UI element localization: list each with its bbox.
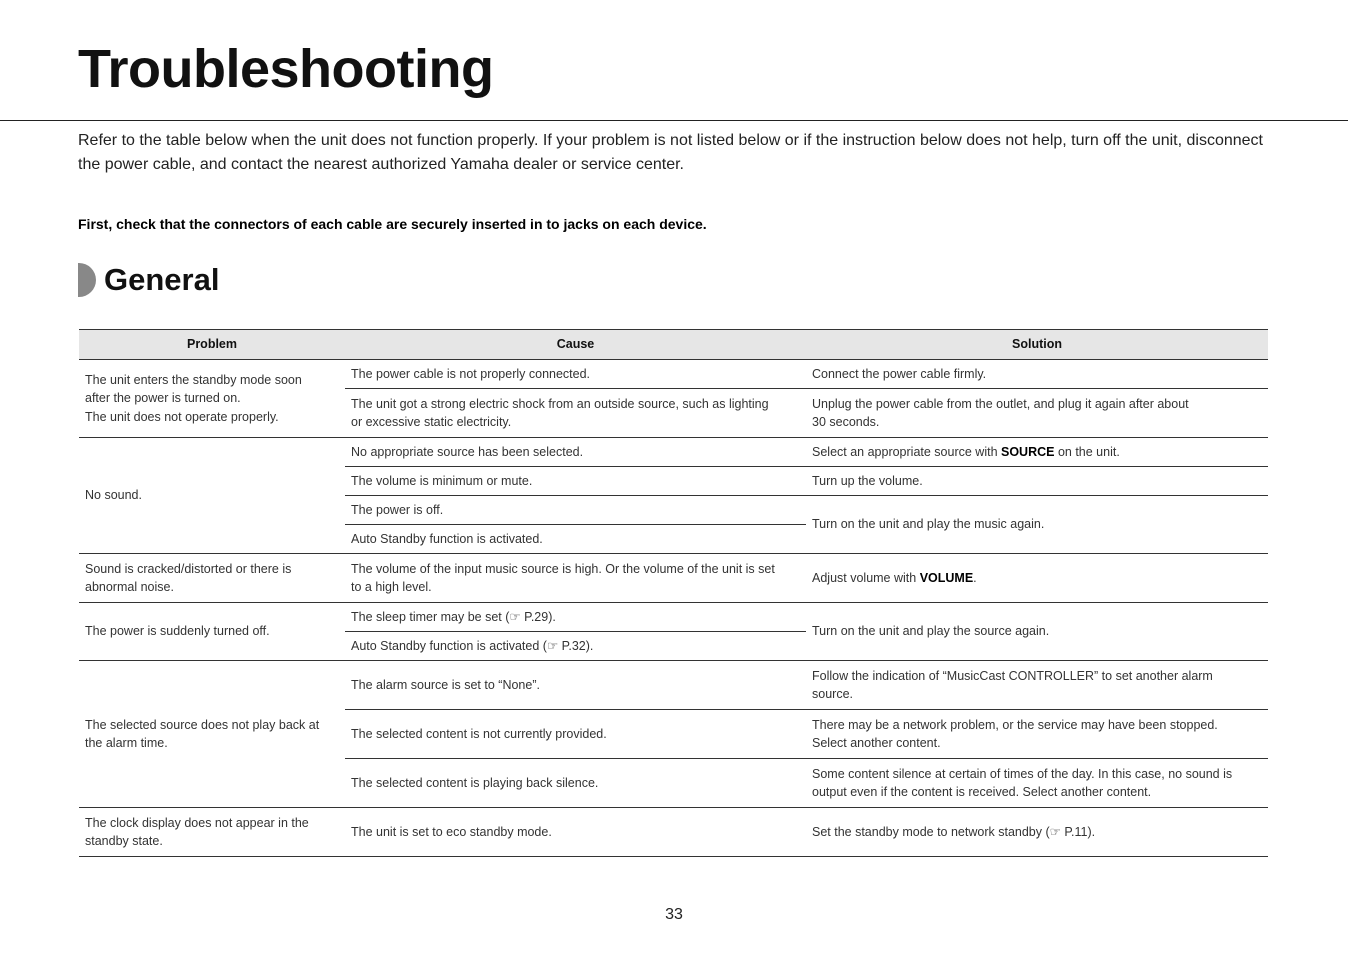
solution-cell (806, 438, 1268, 467)
solution-line: Follow the indication of “MusicCast CONTROLLER” to set another alarm (812, 668, 1213, 683)
problem-line: The unit enters the standby mode soon (85, 372, 302, 387)
table-row (79, 603, 1268, 632)
problem-line: standby state. (85, 834, 163, 848)
table-header-row (79, 330, 1268, 360)
troubleshooting-table (79, 329, 1268, 857)
cause-line: The volume of the input music source is high. Or the volume of the unit is set (351, 561, 775, 576)
problem-cell (79, 808, 345, 857)
table-row (79, 360, 1268, 389)
solution-text: Select an appropriate source with (812, 444, 1001, 459)
cause-line: The unit got a strong electric shock from an outside source, such as lighting (351, 396, 769, 411)
problem-line: The unit does not operate properly. (85, 409, 279, 424)
page-title: Troubleshooting (78, 39, 494, 99)
solution-text: Set the standby mode to network standby ( (812, 824, 1050, 839)
section-title: General (104, 262, 220, 297)
cause-cell: The power is off. (345, 496, 806, 525)
section-heading-general (78, 260, 219, 300)
solution-text: Adjust volume with (812, 570, 920, 585)
header-cause: Cause (345, 330, 806, 360)
problem-line: the alarm time. (85, 736, 168, 750)
header-solution: Solution (806, 330, 1268, 360)
cause-cell: The volume is minimum or mute. (345, 467, 806, 496)
solution-text: ). (1087, 824, 1096, 839)
solution-cell (806, 554, 1268, 603)
problem-line: The selected source does not play back at (85, 717, 320, 732)
page-reference: P.29 (524, 609, 549, 624)
solution-cell (806, 710, 1268, 759)
solution-cell (806, 661, 1268, 710)
cause-cell (345, 603, 806, 632)
cause-cell: The unit is set to eco standby mode. (345, 808, 806, 857)
solution-line: Select another content. (812, 736, 941, 750)
table-row (79, 438, 1268, 467)
pointing-hand-icon: ☞ (546, 638, 562, 653)
solution-text: . (973, 570, 977, 585)
problem-cell: No sound. (79, 438, 345, 554)
pointing-hand-icon: ☞ (1049, 824, 1065, 839)
cause-text: ). (585, 638, 594, 653)
cause-cell: No appropriate source has been selected. (345, 438, 806, 467)
cause-cell: The alarm source is set to “None”. (345, 661, 806, 710)
cause-line: or excessive static electricity. (351, 415, 512, 429)
page-reference: P.11 (1064, 824, 1088, 839)
problem-line: The clock display does not appear in the (85, 815, 309, 830)
cause-text: The sleep timer may be set ( (351, 609, 510, 624)
problem-line: abnormal noise. (85, 580, 174, 594)
intro-paragraph: Refer to the table below when the unit does not function properly. If your problem is not listed below or if the instruction below does not help, turn off the unit, disconnect the power cable, and contact the nearest authorized Yamaha dealer or service center. (78, 132, 1263, 173)
problem-cell (79, 661, 345, 808)
pointing-hand-icon: ☞ (509, 609, 525, 624)
cause-cell: The selected content is playing back silence. (345, 759, 806, 808)
solution-cell (806, 759, 1268, 808)
solution-cell: Turn up the volume. (806, 467, 1268, 496)
cause-text: ). (548, 609, 556, 624)
solution-line: 30 seconds. (812, 415, 880, 429)
solution-cell (806, 389, 1268, 438)
source-key-label: SOURCE (1001, 444, 1055, 459)
solution-line: There may be a network problem, or the service may have been stopped. (812, 717, 1218, 732)
cable-check-notice: First, check that the connectors of each cable are securely inserted in to jacks on each device. (78, 216, 707, 232)
cause-cell: Auto Standby function is activated. (345, 525, 806, 554)
title-divider (0, 120, 1348, 121)
cause-cell: The selected content is not currently provided. (345, 710, 806, 759)
solution-cell (806, 808, 1268, 857)
cause-cell: The power cable is not properly connected. (345, 360, 806, 389)
page-number: 33 (665, 906, 683, 923)
problem-cell (79, 554, 345, 603)
cause-cell (345, 554, 806, 603)
section-marker-icon (78, 263, 96, 297)
solution-line: output even if the content is received. Select another content. (812, 785, 1152, 799)
solution-line: source. (812, 687, 853, 701)
solution-cell: Connect the power cable firmly. (806, 360, 1268, 389)
problem-cell (79, 360, 345, 438)
page-reference: P.32 (561, 638, 586, 653)
solution-cell: Turn on the unit and play the music again. (806, 496, 1268, 554)
cause-cell (345, 632, 806, 661)
solution-line: Some content silence at certain of times of the day. In this case, no sound is (812, 766, 1233, 781)
solution-cell: Turn on the unit and play the source again. (806, 603, 1268, 661)
solution-line: Unplug the power cable from the outlet, and plug it again after about (812, 396, 1189, 411)
table-row (79, 661, 1268, 710)
volume-key-label: VOLUME (919, 570, 974, 585)
table-row (79, 554, 1268, 603)
cause-cell (345, 389, 806, 438)
cause-text: Auto Standby function is activated ( (351, 638, 547, 653)
problem-cell: The power is suddenly turned off. (79, 603, 345, 661)
cause-line: to a high level. (351, 580, 432, 594)
problem-line: after the power is turned on. (85, 391, 241, 406)
solution-text: on the unit. (1054, 444, 1120, 459)
problem-line: Sound is cracked/distorted or there is (85, 561, 292, 576)
table-row (79, 808, 1268, 857)
header-problem: Problem (79, 330, 345, 360)
